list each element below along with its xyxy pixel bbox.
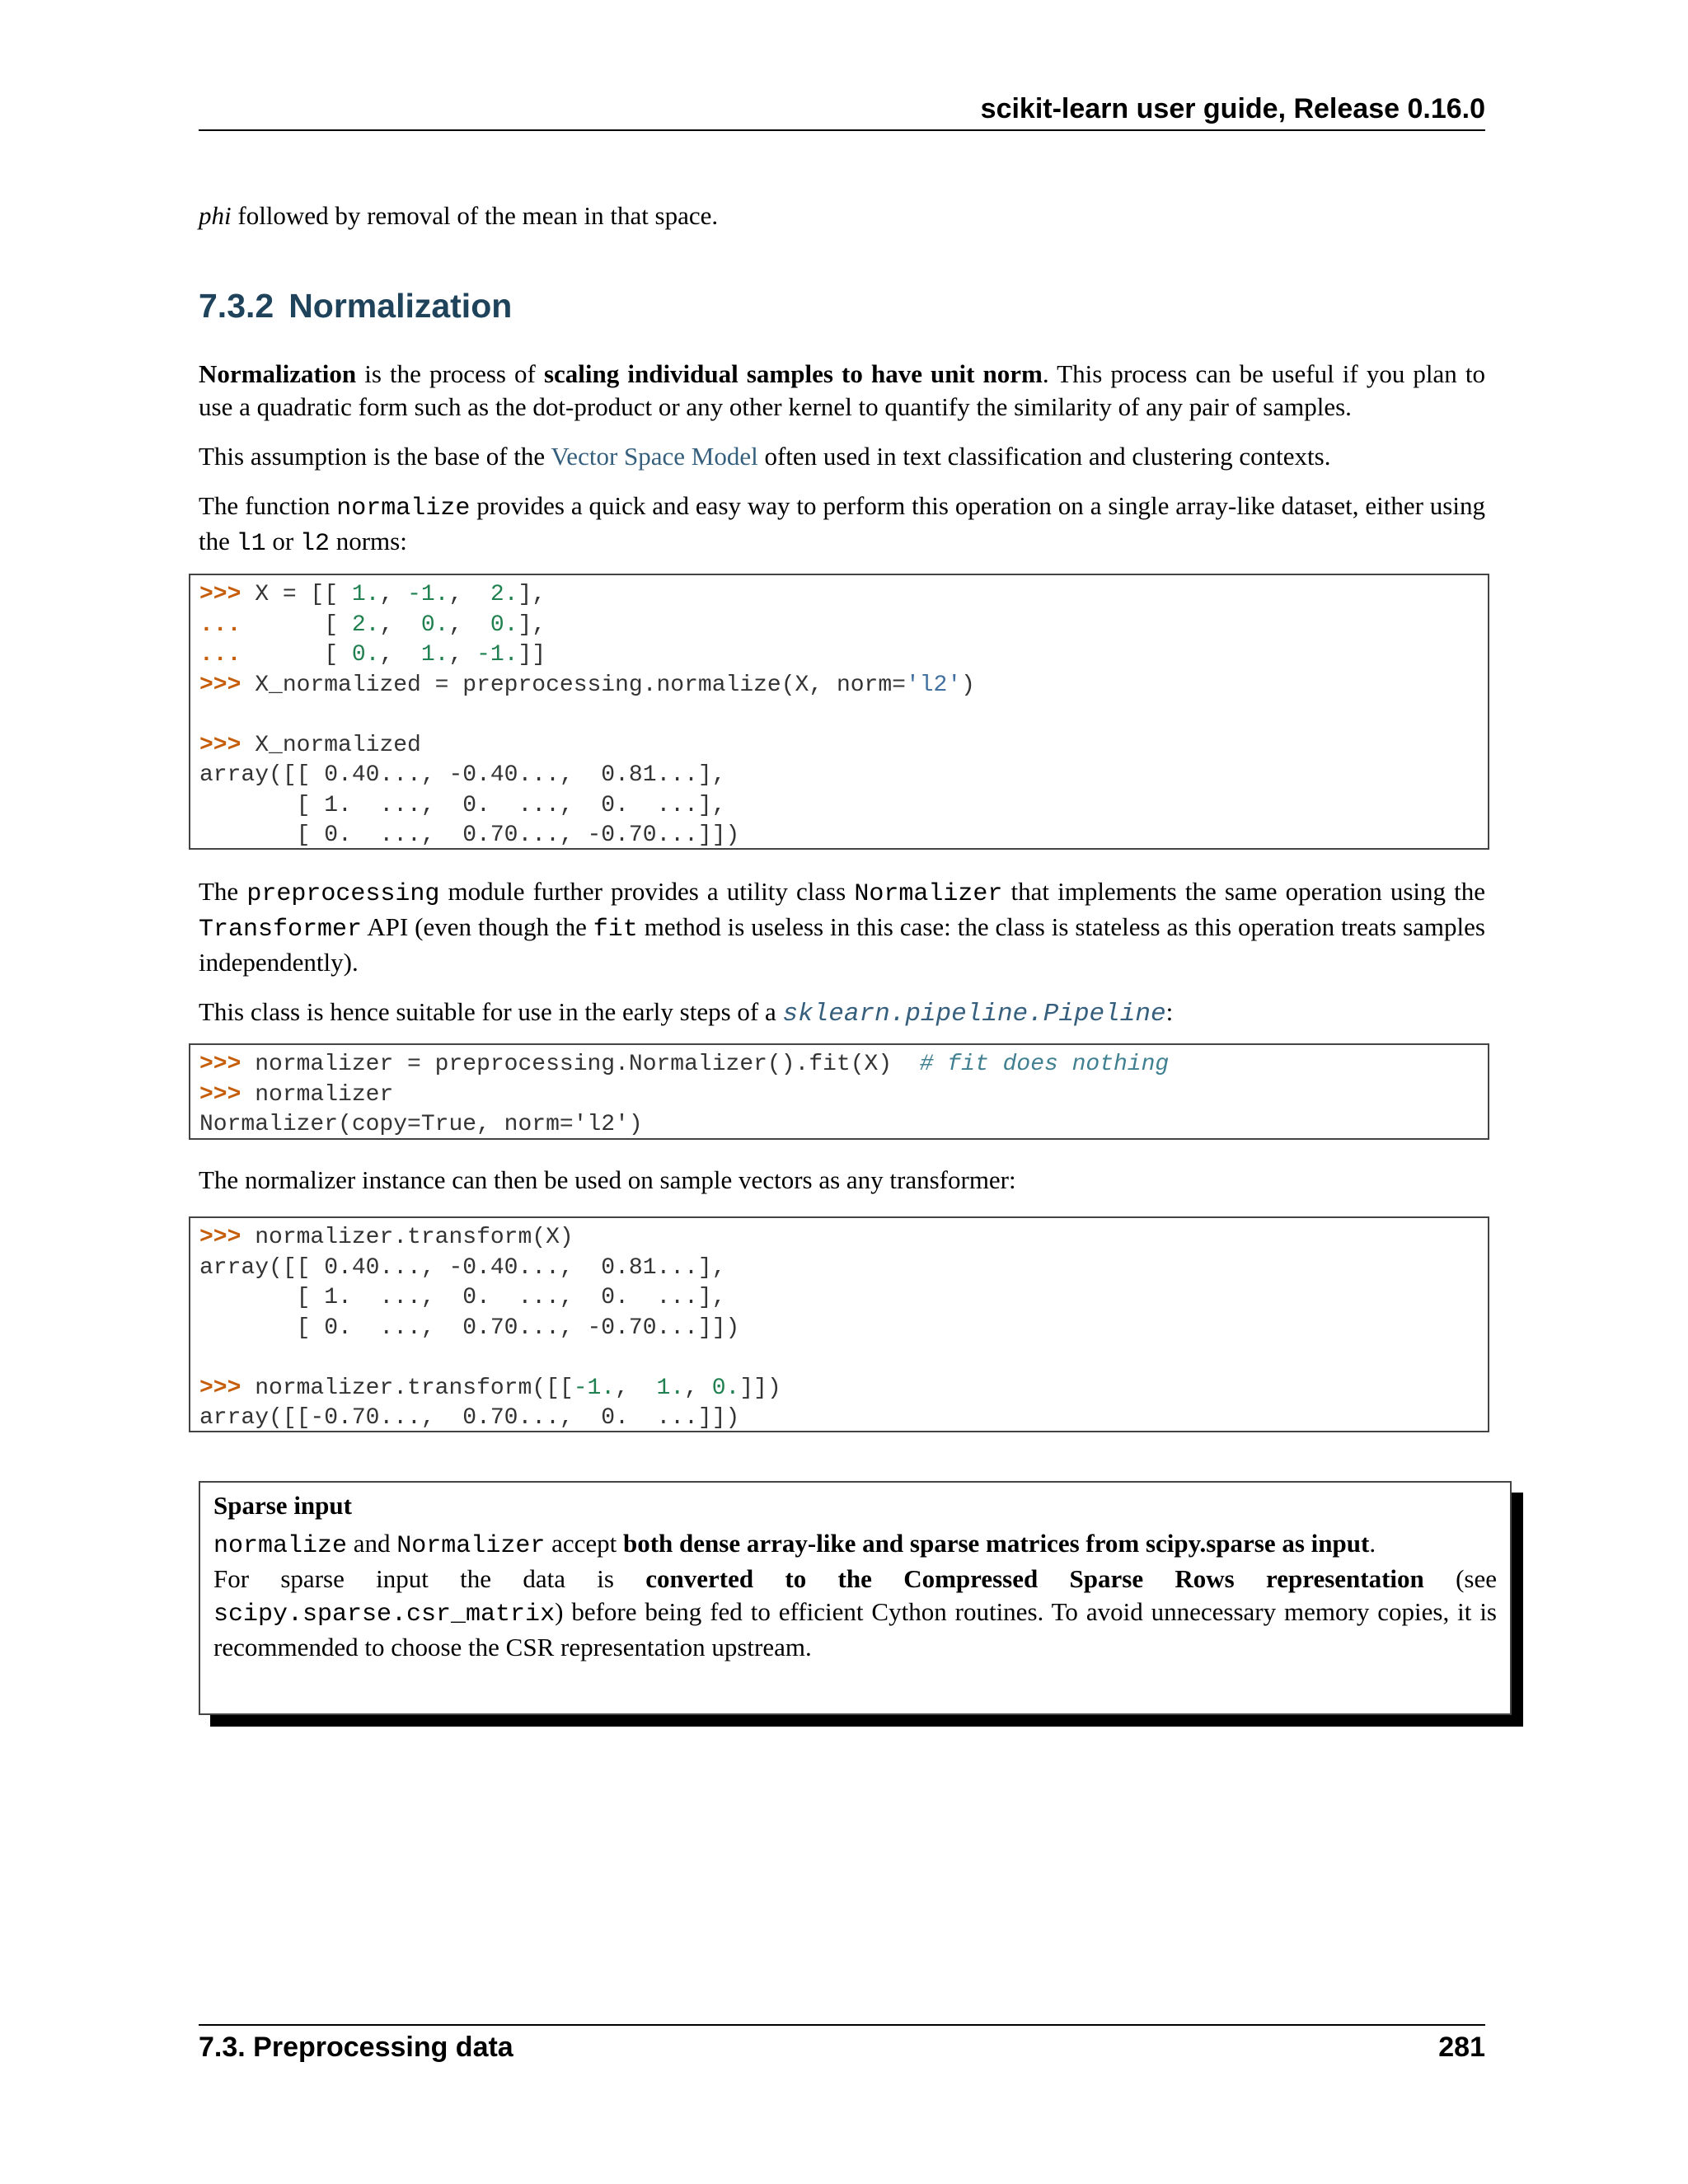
inline-code: l1 xyxy=(236,530,266,558)
inline-code: preprocessing xyxy=(246,880,440,908)
code-line: >>> X_normalized xyxy=(199,732,421,758)
text-block-3 xyxy=(199,1164,1485,1213)
bold-phrase: converted to the Compressed Sparse Rows representation xyxy=(645,1564,1424,1593)
code-block-normalizer xyxy=(189,1043,1489,1140)
section-number: 7.3.2 xyxy=(199,287,274,325)
inline-code: scipy.sparse.csr_matrix xyxy=(213,1601,556,1629)
code-output-line: [ 0. ..., 0.70..., -0.70...]]) xyxy=(199,1315,740,1341)
code-line: >>> normalizer.transform(X) xyxy=(199,1225,574,1250)
code-block-normalize xyxy=(189,574,1489,850)
code-line: >>> X = [[ 1., -1., 2.], xyxy=(199,582,546,607)
code-output-line: [ 0. ..., 0.70..., -0.70...]]) xyxy=(199,823,740,848)
text: that implements the same operation using the xyxy=(1002,877,1485,906)
text: The function xyxy=(199,491,337,520)
code-output-line: Normalizer(copy=True, norm='l2') xyxy=(199,1112,643,1137)
code-output-line: array([[ 0.40..., -0.40..., 0.81...], xyxy=(199,1254,726,1281)
code-line: ... [ 0., 1., -1.]] xyxy=(199,642,546,668)
inline-code: Transformer xyxy=(199,916,363,944)
bold-term: Normalization xyxy=(199,359,357,388)
inline-code: normalize xyxy=(336,494,471,523)
sidebar-title: Sparse input xyxy=(213,1491,352,1520)
text: is the process of xyxy=(356,359,544,388)
footer-section: 7.3. Preprocessing data xyxy=(199,2032,513,2063)
section-title: Normalization xyxy=(288,287,513,325)
intro-text: followed by removal of the mean in that space. xyxy=(231,201,719,230)
text: . This process can be useful if you plan to use a quadratic form such as the dot-product or any other kernel to quantify the similarity of any pair of samples. xyxy=(199,359,1485,421)
text: module further provides a utility class xyxy=(439,877,855,906)
code-output-line: array([[ 0.40..., -0.40..., 0.81...], xyxy=(199,762,726,788)
math-phi: phi xyxy=(199,201,232,230)
intro-paragraph xyxy=(199,199,1485,232)
sidebar-paragraph-2: For sparse input the data is converted to the Compressed Sparse Rows representation (see scipy.sparse.csr_matrix) before being fed to efficient Cython routines. To avoid unnecessary memory copies, it is recommended to choose the CSR representation upstream. xyxy=(213,1564,1497,1661)
inline-code: l2 xyxy=(299,530,330,558)
code-line-blank xyxy=(199,1343,1479,1374)
link-vector-space-model[interactable]: Vector Space Model xyxy=(551,442,758,471)
code-line: >>> normalizer.transform([[-1., 1., 0.]]) xyxy=(199,1375,781,1401)
text: API (even though the xyxy=(362,912,593,941)
text: This class is hence suitable for use in the early steps of a xyxy=(199,997,783,1026)
code-block-transform xyxy=(189,1216,1489,1432)
text: : xyxy=(1165,997,1174,1026)
code-output-line: [ 1. ..., 0. ..., 0. ...], xyxy=(199,792,726,818)
section-heading xyxy=(199,285,512,326)
text: method is useless in this case: the class is stateless as this operation treats samples independently). xyxy=(199,912,1485,977)
sparse-input-sidebar xyxy=(199,1481,1512,1715)
text: norms: xyxy=(329,527,407,555)
code-line: ... [ 2., 0., 0.], xyxy=(199,612,546,638)
footer xyxy=(199,2031,1485,2064)
code-line: >>> normalizer xyxy=(199,1081,394,1108)
inline-code: normalize xyxy=(213,1532,348,1560)
paragraph-normalize-function xyxy=(199,490,1485,560)
text: or xyxy=(265,527,300,555)
text: The xyxy=(199,877,247,906)
bold-phrase: both dense array-like and sparse matrices from scipy.sparse as input xyxy=(622,1529,1370,1558)
sidebar-paragraph-1: normalize and Normalizer accept both dense array-like and sparse matrices from scipy.sparse as input. xyxy=(213,1529,1376,1560)
code-line: >>> X_normalized = preprocessing.normalize(X, norm='l2') xyxy=(199,672,975,698)
paragraph-pipeline xyxy=(199,996,1485,1031)
paragraph-vsm xyxy=(199,440,1485,473)
paragraph-transformer: The normalizer instance can then be used on sample vectors as any transformer: xyxy=(199,1165,1016,1194)
page-number: 281 xyxy=(1438,2032,1485,2063)
text: provides a quick and easy way to perform this operation on a single array-like dataset, either using the xyxy=(199,491,1485,555)
text: This assumption is the base of the xyxy=(199,442,551,471)
text-block-2 xyxy=(199,875,1485,1047)
code-line-blank xyxy=(199,701,1479,731)
inline-code: Normalizer xyxy=(396,1532,546,1560)
text: often used in text classification and clustering contexts. xyxy=(757,442,1331,471)
code-output-line: [ 1. ..., 0. ..., 0. ...], xyxy=(199,1285,726,1310)
text-block-1 xyxy=(199,358,1485,577)
running-header: scikit-learn user guide, Release 0.16.0 xyxy=(980,93,1485,124)
paragraph-definition xyxy=(199,358,1485,424)
header-rule xyxy=(199,129,1485,131)
inline-code: Normalizer xyxy=(854,880,1003,908)
link-sklearn-pipeline[interactable]: sklearn.pipeline.Pipeline xyxy=(782,1000,1166,1029)
paragraph-normalizer-class xyxy=(199,875,1485,979)
code-output-line: array([[-0.70..., 0.70..., 0. ...]]) xyxy=(199,1405,740,1431)
code-line: >>> normalizer = preprocessing.Normalizer().fit(X) # fit does nothing xyxy=(199,1052,1170,1077)
footer-rule xyxy=(199,2024,1485,2026)
bold-phrase: scaling individual samples to have unit norm xyxy=(543,359,1043,388)
inline-code: fit xyxy=(593,916,638,944)
